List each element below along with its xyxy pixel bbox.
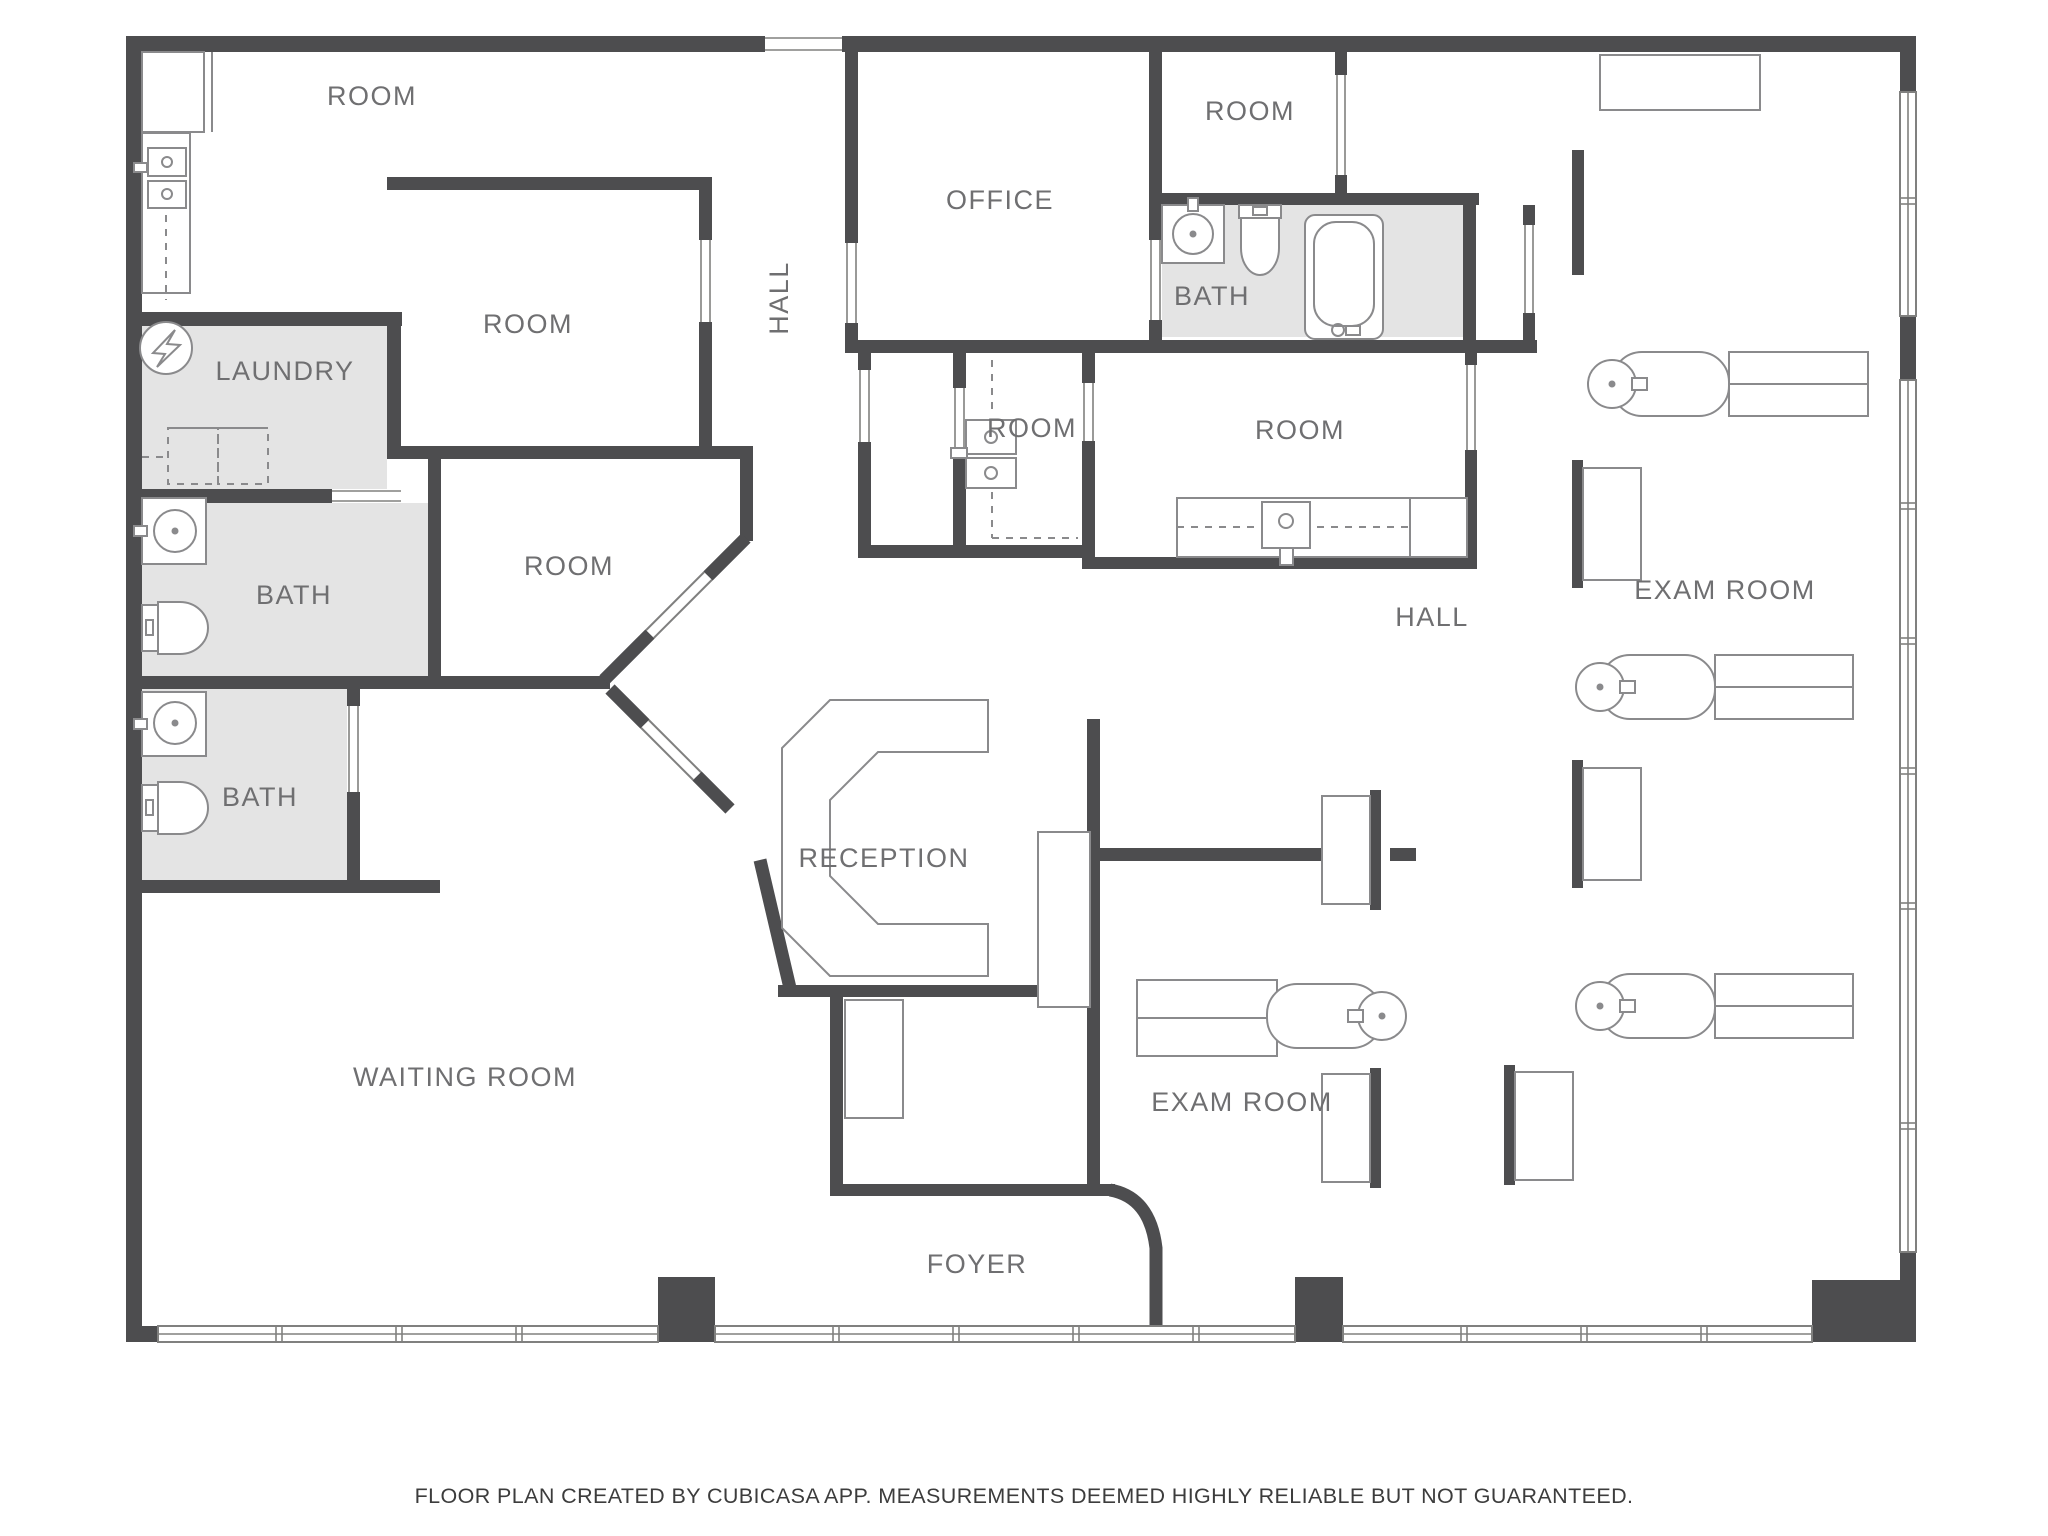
exam-chair-3	[1576, 974, 1853, 1038]
corner-block-se	[1812, 1280, 1916, 1342]
wall-cabinet-4	[1322, 796, 1370, 904]
label-foyer: FOYER	[926, 1249, 1028, 1279]
room-north-window	[1335, 75, 1347, 175]
hall-window-west	[699, 240, 712, 322]
exam-chair-1	[1588, 352, 1868, 416]
label-bath-north: BATH	[1173, 281, 1251, 311]
cell-door-west	[858, 370, 871, 442]
exam-chair-4	[1137, 980, 1406, 1056]
bath-north-sink	[1162, 198, 1224, 263]
right-windows	[1900, 92, 1916, 1252]
bath2-sink	[134, 692, 206, 756]
double-sink-counter	[134, 133, 190, 300]
label-room-north: ROOM	[1205, 96, 1295, 126]
entry-door-top	[765, 36, 842, 52]
mid-room-door-west	[1082, 383, 1095, 441]
label-exam-room-south: EXAM ROOM	[1151, 1087, 1333, 1117]
label-hall-east: HALL	[1395, 602, 1469, 632]
footer-disclaimer: FLOOR PLAN CREATED BY CUBICASA APP. MEASUREMENTS DEEMED HIGHLY RELIABLE BUT NOT GUARANTEED.	[414, 1484, 1634, 1508]
exam-chair-2	[1576, 655, 1853, 719]
bottom-windows	[158, 1326, 1812, 1342]
label-room-lower: ROOM	[524, 551, 614, 581]
side-counter	[1038, 832, 1090, 1007]
laundry-door	[332, 489, 401, 503]
curved-wall	[1110, 1190, 1156, 1334]
label-hall-west: HALL	[764, 261, 794, 335]
label-room-small: ROOM	[987, 413, 1077, 443]
bath2-door	[347, 706, 360, 792]
label-exam-room-east: EXAM ROOM	[1634, 575, 1816, 605]
bath2-toilet	[142, 782, 208, 834]
small-room-door-west	[953, 388, 966, 450]
partition-wall	[1572, 150, 1584, 275]
wall-cabinet-1	[1583, 468, 1641, 580]
foyer-closet	[845, 1000, 903, 1118]
small-room-sinks	[951, 360, 1078, 538]
label-reception: RECEPTION	[798, 843, 970, 873]
top-cabinet	[1600, 55, 1760, 110]
mid-room-window-east	[1465, 365, 1477, 450]
label-bath-2: BATH	[221, 782, 299, 812]
label-room-upper: ROOM	[483, 309, 573, 339]
label-bath-1: BATH	[255, 580, 333, 610]
vestibule-door	[1523, 225, 1535, 313]
bath1-toilet	[142, 602, 208, 654]
wall-cabinet-2	[1583, 768, 1641, 880]
closet	[142, 52, 212, 132]
label-office: OFFICE	[946, 185, 1054, 215]
angled-windows	[645, 576, 708, 776]
label-laundry: LAUNDRY	[215, 356, 355, 386]
bathtub	[1305, 215, 1383, 339]
reception-desk	[782, 700, 1090, 1118]
wall-cabinet-3	[1515, 1072, 1573, 1180]
label-waiting-room: WAITING ROOM	[353, 1062, 577, 1092]
water-heater	[140, 322, 192, 374]
label-room-mid: ROOM	[1255, 415, 1345, 445]
entry-pillar-east	[1295, 1277, 1343, 1342]
label-room-top-left: ROOM	[327, 81, 417, 111]
bath-north-toilet	[1239, 205, 1281, 275]
office-window-west	[845, 243, 858, 323]
office-window-east	[1149, 240, 1162, 320]
entry-pillar-west	[658, 1277, 715, 1342]
bath1-sink	[134, 498, 206, 564]
counter-with-sink	[1177, 498, 1467, 565]
